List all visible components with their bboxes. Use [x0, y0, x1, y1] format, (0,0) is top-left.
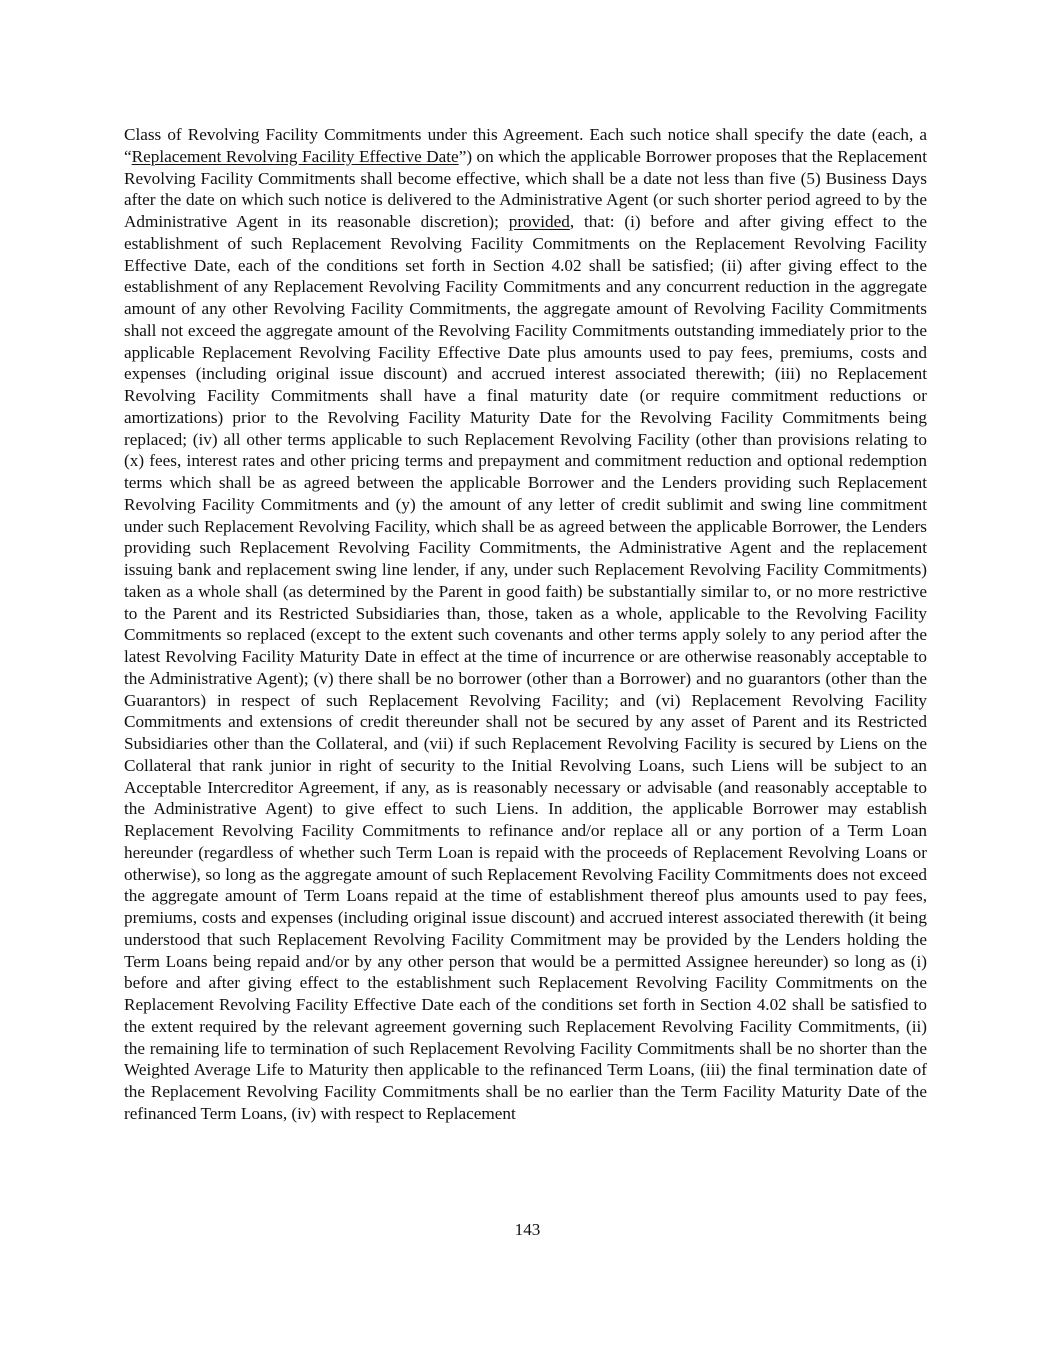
- proviso-term-provided: provided: [508, 212, 570, 231]
- defined-term-replacement-revolving-facility-effective-date: Replacement Revolving Facility Effective Date: [131, 146, 459, 166]
- paragraph-text-part-1: Class of Revolving Facility Commitments under this Agreement. Each such notice shall specify the date (each, a “: [124, 125, 927, 166]
- paragraph-text-part-3: , that: (i) before and after giving effect to the establishment of such Replacement Revolving Facility Commitments on the Replacement Revolving Facility Effective Date, each of the conditions set forth in Section 4.02 shall be satisfied; (ii) after giving effect to the establishment of any Replacement Revolving Facility Commitments and any concurrent reduction in the aggregate amount of any other Revolving Facility Commitments, the aggregate amount of Revolving Facility Commitments shall not exceed the aggregate amount of the Revolving Facility Commitments outstanding immediately prior to the applicable Replacement Revolving Facility Effective Date plus amounts used to pay fees, premiums, costs and expenses (including original issue discount) and accrued interest associated therewith; (iii) no Replacement Revolving Facility Commitments shall have a final maturity date (or require commitment reductions or amortizations) prior to the Revolving Facility Maturity Date for the Revolving Facility Commitments being replaced; (iv) all other terms applicable to such Replacement Revolving Facility (other than provisions relating to (x) fees, interest rates and other pricing terms and prepayment and commitment reduction and optional redemption terms which shall be as agreed between the applicable Borrower and the Lenders providing such Replacement Revolving Facility Commitments and (y) the amount of any letter of credit sublimit and swing line commitment under such Replacement Revolving Facility, which shall be as agreed between the applicable Borrower, the Lenders providing such Replacement Revolving Facility Commitments, the Administrative Agent and the replacement issuing bank and replacement swing line lender, if any, under such Replacement Revolving Facility Commitments) taken as a whole shall (as determined by the Parent in good faith) be substantially similar to, or no more restrictive to the Parent and its Restricted Subsidiaries than, those, taken as a whole, applicable to the Revolving Facility Commitments so replaced (except to the extent such covenants and other terms apply solely to any period after the latest Revolving Facility Maturity Date in effect at the time of incurrence or are otherwise reasonably acceptable to the Administrative Agent); (v) there shall be no borrower (other than a Borrower) and no guarantors (other than the Guarantors) in respect of such Replacement Revolving Facility; and (vi) Replacement Revolving Facility Commitments and extensions of credit thereunder shall not be secured by any asset of Parent and its Restricted Subsidiaries other than the Collateral, and (vii) if such Replacement Revolving Facility is secured by Liens on the Collateral that rank junior in right of security to the Initial Revolving Loans, such Liens will be subject to an Acceptable Intercreditor Agreement, if any, as is reasonably necessary or advisable (and reasonably acceptable to the Administrative Agent) to give effect to such Liens. In addition, the applicable Borrower may establish Replacement Revolving Facility Commitments to refinance and/or replace all or any portion of a Term Loan hereunder (regardless of whether such Term Loan is repaid with the proceeds of Replacement Revolving Loans or otherwise), so long as the aggregate amount of such Replacement Revolving Facility Commitments does not exceed the aggregate amount of Term Loans repaid at the time of establishment thereof plus amounts used to pay fees, premiums, costs and expenses (including original issue discount) and accrued interest associated therewith (it being understood that such Replacement Revolving Facility Commitment may be provided by the Lenders holding the Term Loans being repaid and/or by any other person that would be a permitted Assignee hereunder) so long as (i) before and after giving effect to the establishment such Replacement Revolving Facility Commitments on the Replacement Revolving Facility Effective Date each of the conditions set forth in Section 4.02 shall be satisfied to the extent required by the relevant agreement governing such Replacement Revolving Facility Commitments, (ii) the remaining life to termination of such Replacement Revolving Facility Commitments shall be no shorter than the Weighted Average Life to Maturity then applicable to the refinanced Term Loans, (iii) the final termination date of the Replacement Revolving Facility Commitments shall be no earlier than the Term Facility Maturity Date of the refinanced Term Loans, (iv) with respect to Replacement: [124, 212, 927, 1123]
- page-number: 143: [514, 1220, 541, 1239]
- paragraph-text-part-2: ”) on which the applicable Borrower proposes that the Replacement Revolving Facility Commitments shall become effective, which shall be a date not less than five (5) Business Days after the date on which such notice is delivered to the Administrative Agent (or such shorter period agreed to by the Administrative Agent in its reasonable discretion);: [124, 146, 927, 231]
- body-paragraph: [124, 124, 927, 1125]
